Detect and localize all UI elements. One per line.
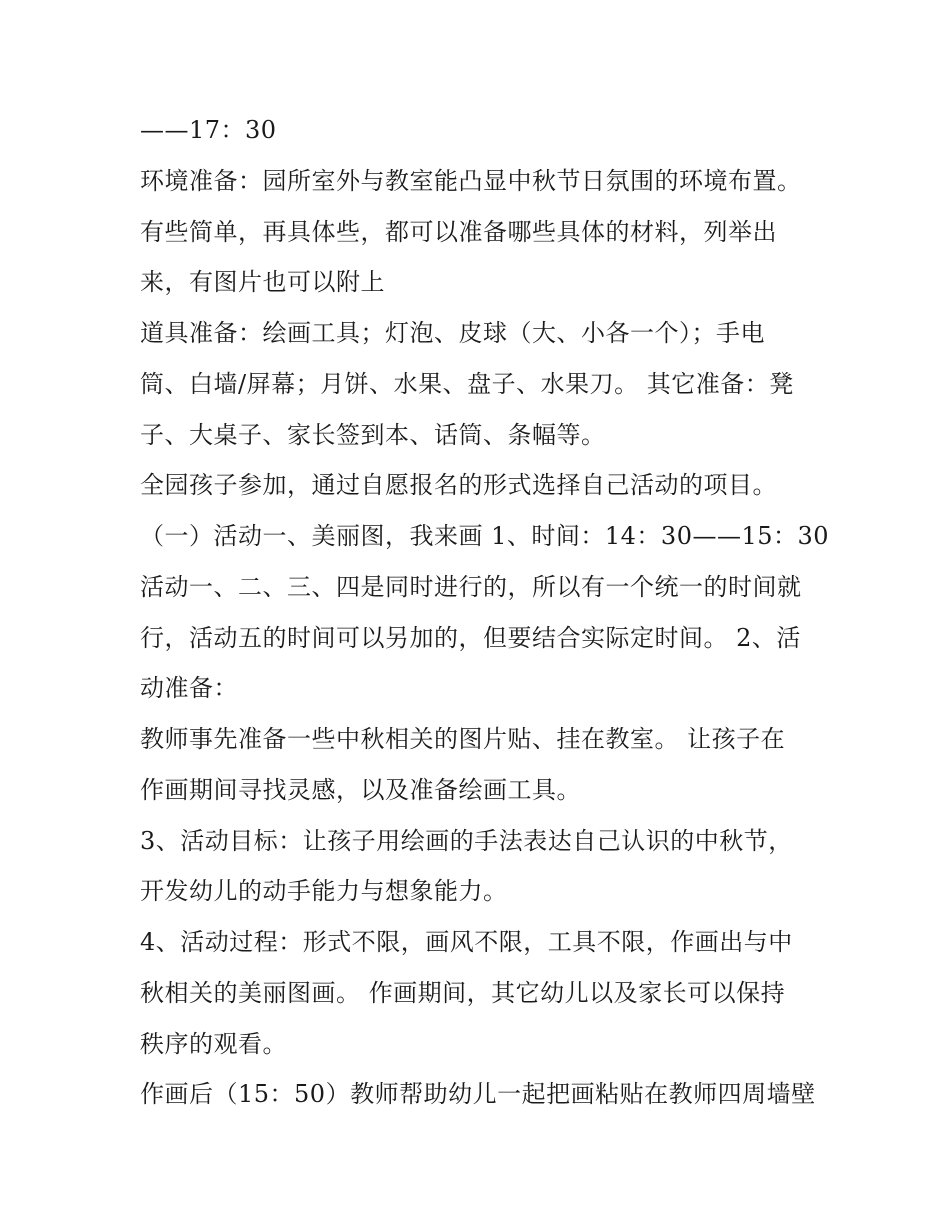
text-line: 有些简单，再具体些，都可以准备哪些具体的材料，列举出 <box>140 217 777 246</box>
text-line: 秩序的观看。 <box>140 1029 287 1058</box>
text-line: ——17：30 <box>140 116 277 144</box>
text-line: 子、大桌子、家长签到本、话筒、条幅等。 <box>140 420 606 449</box>
text-line: 3、活动目标：让孩子用绘画的手法表达自己认识的中秋节， <box>140 826 793 855</box>
text-line: 动准备： <box>140 674 238 703</box>
text-line: 教师事先准备一些中秋相关的图片贴、挂在教室。 让孩子在 <box>140 725 786 753</box>
text-line: 开发幼儿的动手能力与想象能力。 <box>140 877 508 906</box>
text-line: 筒、白墙/屏幕；月饼、水果、盘子、水果刀。 其它准备：凳 <box>140 369 794 398</box>
text-line: 活动一、二、三、四是同时进行的，所以有一个统一的时间就 <box>140 572 802 601</box>
text-line: 秋相关的美丽图画。 作画期间，其它幼儿以及家长可以保持 <box>140 978 786 1007</box>
text-line: （一）活动一、美丽图，我来画 1、时间：14：30——15：30 <box>140 522 830 550</box>
text-line: 全园孩子参加，通过自愿报名的形式选择自己活动的项目。 <box>140 471 777 500</box>
text-line: 来，有图片也可以附上 <box>140 268 385 297</box>
document-body <box>140 105 840 1120</box>
text-line: 作画期间寻找灵感，以及准备绘画工具。 <box>140 775 581 804</box>
text-line: 道具准备：绘画工具；灯泡、皮球（大、小各一个）；手电 <box>140 319 765 347</box>
text-line: 4、活动过程：形式不限，画风不限，工具不限，作画出与中 <box>140 928 793 956</box>
text-line: 作画后（15：50）教师帮助幼儿一起把画粘贴在教师四周墙壁 <box>140 1080 816 1109</box>
text-line: 行，活动五的时间可以另加的，但要结合实际定时间。 2、活 <box>140 623 801 652</box>
text-line: 环境准备：园所室外与教室能凸显中秋节日氛围的环境布置。 <box>140 166 802 195</box>
